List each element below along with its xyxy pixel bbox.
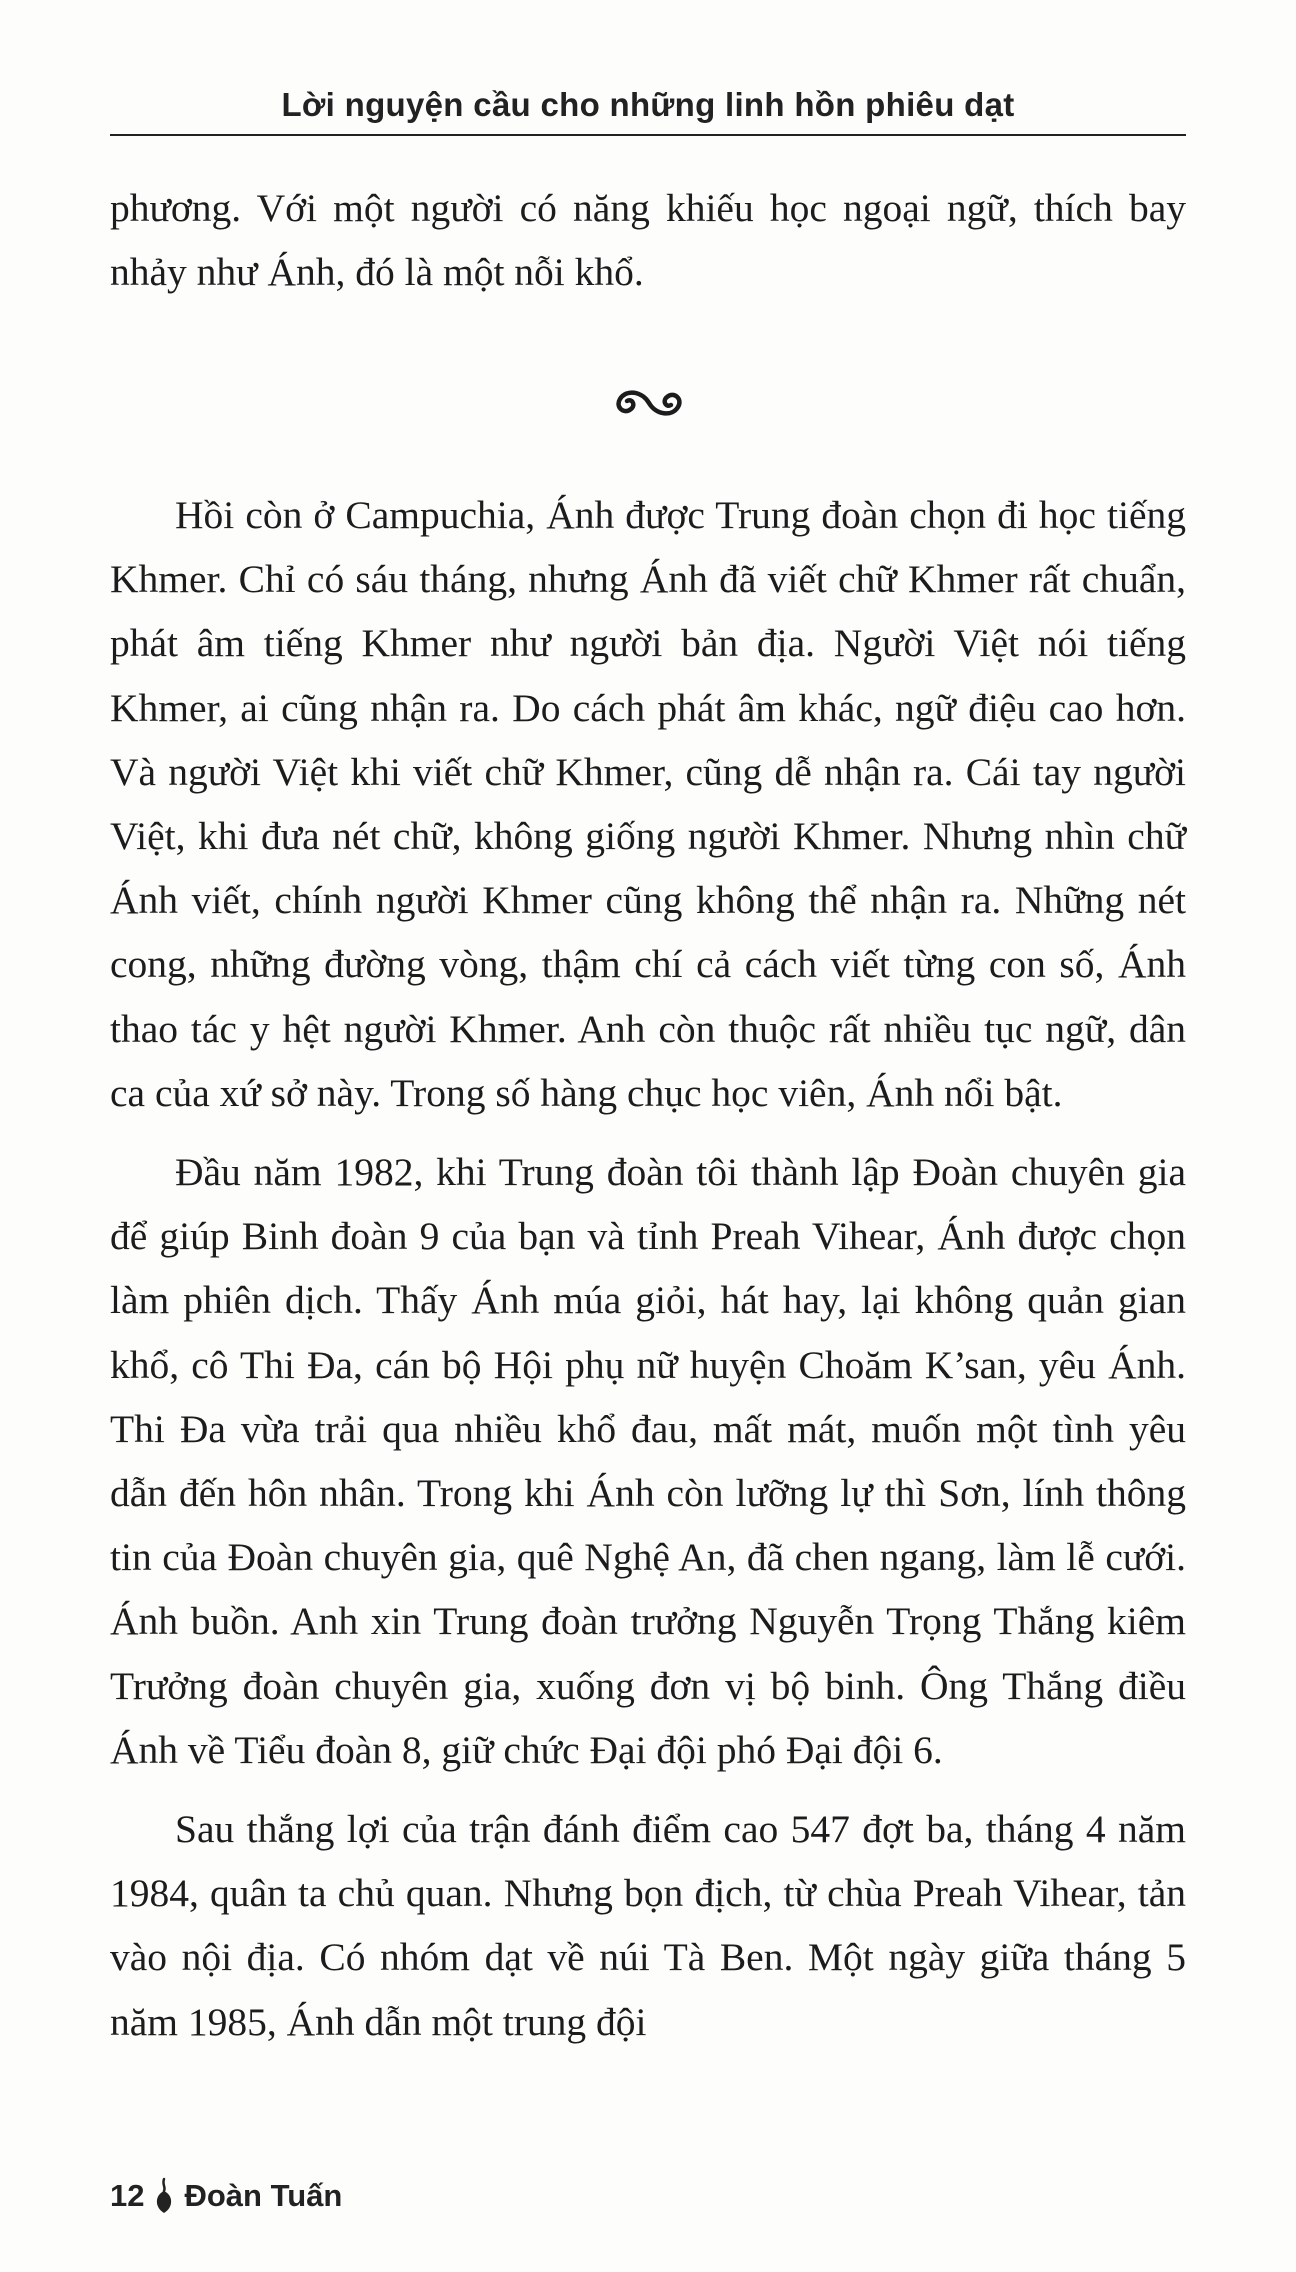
paragraph: Đầu năm 1982, khi Trung đoàn tôi thành lập Đoàn chuyên gia để giúp Binh đoàn 9 của bạn và tỉnh Preah Vihear, Ánh được chọn làm phiên dịch. Thấy Ánh múa giỏi, hát hay, lại không quản gian khổ, cô Thi Đa, cán bộ Hội phụ nữ huyện Choăm K’san, yêu Ánh. Thi Đa vừa trải qua nhiều khổ đau, mất mát, muốn một tình yêu dẫn đến hôn nhân. Trong khi Ánh còn lưỡng lự thì Sơn, lính thông tin của Đoàn chuyên gia, quê Nghệ An, đã chen ngang, làm lễ cưới. Ánh buồn. Anh xin Trung đoàn trưởng Nguyễn Trọng Thắng kiêm Trưởng đoàn chuyên gia, xuống đơn vị bộ binh. Ông Thắng điều Ánh về Tiểu đoàn 8, giữ chức Đại đội phó Đại đội 6. xyxy=(110,1150,1186,1772)
main-text-block xyxy=(110,483,1186,2054)
paragraph: phương. Với một người có năng khiếu học ngoại ngữ, thích bay nhảy như Ánh, đó là một nỗi khổ. xyxy=(110,186,1186,295)
author-name: Đoàn Tuấn xyxy=(184,2178,343,2213)
leaf-ornament-icon xyxy=(152,2177,176,2215)
page-footer xyxy=(110,2177,342,2215)
running-header-title: Lời nguyện cầu cho những linh hồn phiêu dạt xyxy=(281,86,1015,123)
header-rule xyxy=(110,134,1186,136)
paragraph: Sau thắng lợi của trận đánh điểm cao 547 đợt ba, tháng 4 năm 1984, quân ta chủ quan. Nhưng bọn địch, từ chùa Preah Vihear, tản vào nội địa. Có nhóm dạt về núi Tà Ben. Một ngày giữa tháng 5 năm 1985, Ánh dẫn một trung đội xyxy=(110,1807,1186,2044)
scroll-ornament-icon xyxy=(608,383,690,423)
paragraph: Hồi còn ở Campuchia, Ánh được Trung đoàn chọn đi học tiếng Khmer. Chỉ có sáu tháng, nhưng Ánh đã viết chữ Khmer rất chuẩn, phát âm tiếng Khmer như người bản địa. Người Việt nói tiếng Khmer, ai cũng nhận ra. Do cách phát âm khác, ngữ điệu cao hơn. Và người Việt khi viết chữ Khmer, cũng dễ nhận ra. Cái tay người Việt, khi đưa nét chữ, không giống người Khmer. Nhưng nhìn chữ Ánh viết, chính người Khmer cũng không thể nhận ra. Những nét cong, những đường vòng, thậm chí cả cách viết từng con số, Ánh thao tác y hệt người Khmer. Anh còn thuộc rất nhiều tục ngữ, dân ca của xứ sở này. Trong số hàng chục học viên, Ánh nổi bật. xyxy=(110,493,1186,1115)
continued-paragraph-block xyxy=(110,176,1186,304)
page-number: 12 xyxy=(110,2178,145,2213)
